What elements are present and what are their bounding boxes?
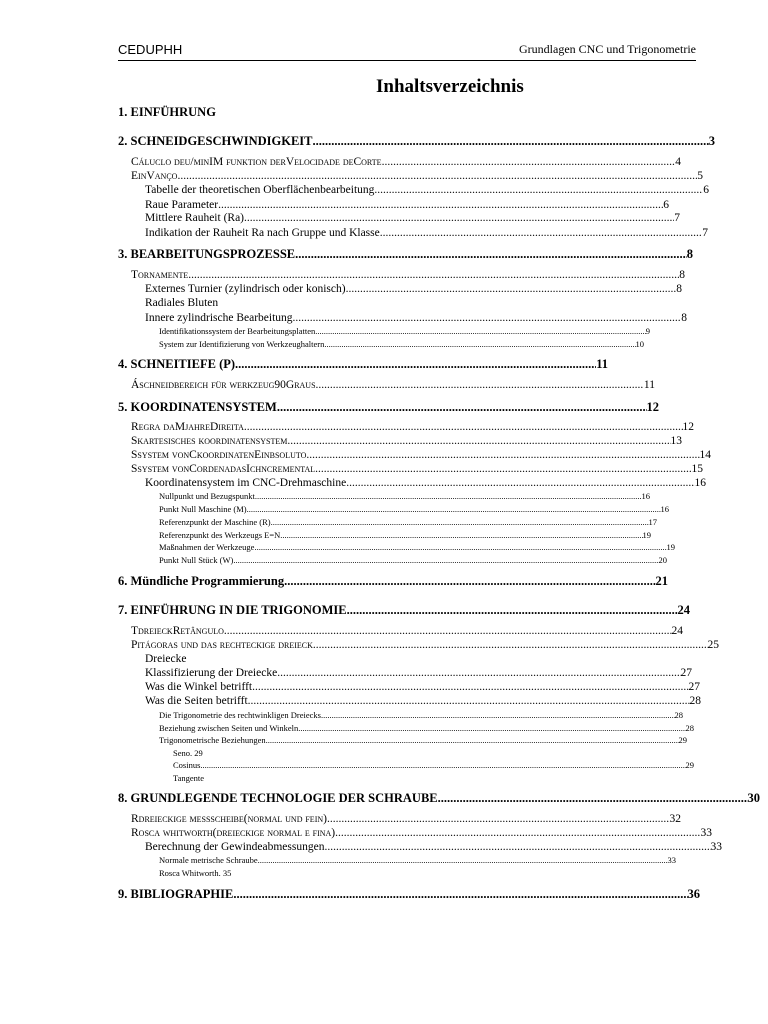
toc-entry	[145, 213, 680, 225]
toc-entry-text: Indikation der Rauheit Ra nach Gruppe und Klasse	[145, 227, 380, 239]
toc-page-number: 30	[747, 791, 760, 805]
toc-entry-text: Pitágoras und das rechteckige dreieck	[131, 639, 313, 651]
dot-leader	[438, 792, 748, 805]
toc-entry	[131, 157, 681, 169]
toc-page-number: 10	[635, 339, 644, 349]
toc-entry-text: Skartesisches koordinatensystem	[131, 435, 288, 447]
toc-heading	[118, 401, 659, 414]
toc-entry	[131, 626, 683, 638]
page-title: Inhaltsverzeichnis	[376, 76, 524, 97]
toc-entry	[159, 736, 687, 745]
dot-leader	[233, 888, 687, 901]
dot-leader	[244, 213, 674, 225]
toc-entry	[145, 228, 708, 240]
dot-leader	[284, 575, 655, 588]
dot-leader	[327, 814, 670, 826]
toc-entry-text: Berechnung der Gewindeabmessungen	[145, 841, 325, 853]
toc-entry-text: Was die Seiten betrifft	[145, 695, 248, 707]
dot-leader	[258, 856, 668, 865]
toc-entry	[145, 478, 706, 490]
dot-leader	[188, 270, 679, 282]
dot-leader	[382, 157, 676, 169]
toc-entry-text: 7. EINFÜHRUNG IN DIE TRIGONOMIE	[118, 603, 347, 617]
toc-page-number: 12	[646, 400, 659, 414]
toc-heading	[118, 792, 760, 805]
toc-page-number: 16	[641, 491, 650, 501]
toc-entry-text: System zur Identifizierung von Werkzeughaltern	[159, 339, 325, 349]
toc-page-number: 29	[678, 735, 687, 745]
toc-page-number: 5	[697, 170, 703, 182]
toc-entry	[173, 761, 694, 770]
toc-entry-text: Trigonometrische Beziehungen	[159, 735, 266, 745]
toc-page-number: 11	[643, 379, 655, 391]
toc-entry-text: 8. GRUNDLEGENDE TECHNOLOGIE DER SCHRAUBE	[118, 791, 438, 805]
toc-page-number: 12	[682, 421, 694, 433]
toc-entry: Rosca Whitworth. 35	[159, 868, 232, 878]
toc-entry-text: Referenzpunkt des Werkzeugs E=N	[159, 530, 281, 540]
toc-page-number: 33	[710, 841, 722, 853]
dot-leader	[235, 358, 596, 371]
dot-leader	[321, 711, 675, 720]
toc-entry	[145, 696, 701, 708]
header-left: CEDUPHH	[118, 42, 183, 57]
toc-entry	[131, 171, 703, 183]
dot-leader	[200, 761, 685, 770]
toc-entry	[131, 464, 703, 476]
dot-leader	[298, 724, 685, 733]
toc-page-number: 3	[708, 134, 715, 148]
toc-entry-text: Punkt Null Stück (W)	[159, 555, 234, 565]
toc-entry-text: EinVanço	[131, 170, 178, 182]
dot-leader	[287, 436, 670, 448]
toc-entry-text: Normale metrische Schraube	[159, 855, 258, 865]
toc-heading: 1. EINFÜHRUNG	[118, 105, 216, 119]
toc-page-number: 6	[663, 199, 669, 211]
toc-heading	[118, 604, 690, 617]
dot-leader	[306, 450, 699, 462]
toc-entry-text: Raue Parameter	[145, 199, 219, 211]
toc-entry-text: 2. SCHNEIDGESCHWINDIGKEIT	[118, 134, 313, 148]
dot-leader	[218, 200, 663, 212]
toc-entry: Dreiecke	[145, 653, 187, 665]
toc-page-number: 20	[658, 555, 667, 565]
toc-page-number: 8	[686, 247, 693, 261]
toc-page-number: 7	[674, 212, 680, 224]
toc-entry-text: Ssystem vonCkoordinatenEinbsoluto	[131, 449, 307, 461]
toc-page-number: 14	[699, 449, 711, 461]
toc-heading	[118, 575, 668, 588]
toc-page-number: 11	[596, 357, 608, 371]
toc-entry	[159, 531, 651, 540]
toc-page-number: 19	[666, 542, 675, 552]
toc-page-number: 28	[689, 695, 701, 707]
toc-page-number: 25	[707, 639, 719, 651]
toc-entry	[159, 856, 676, 865]
toc-entry-text: Rosca whitworth(dreieckige normal e fina)	[131, 827, 336, 839]
toc-entry	[159, 505, 669, 514]
toc-page-number: 16	[660, 504, 669, 514]
toc-page-number: 8	[679, 269, 685, 281]
toc-entry-text: Tornamente	[131, 269, 189, 281]
toc-page-number: 13	[670, 435, 682, 447]
toc-entry-text: 3. BEARBEITUNGSPROZESSE	[118, 247, 296, 261]
dot-leader	[316, 380, 644, 392]
toc-heading	[118, 248, 693, 261]
toc-entry-text: Punkt Null Maschine (M)	[159, 504, 247, 514]
dot-leader	[271, 518, 649, 527]
toc-entry	[159, 518, 657, 527]
toc-entry-text: Koordinatensystem im CNC-Drehmaschine	[145, 477, 347, 489]
dot-leader	[324, 340, 635, 349]
toc-entry	[131, 828, 712, 840]
toc-entry-text: Mittlere Rauheit (Ra)	[145, 212, 244, 224]
toc-entry	[145, 668, 692, 680]
toc-entry: Radiales Bluten	[145, 297, 219, 309]
toc-entry-text: Áschneidbereich für werkzeug90Graus	[131, 379, 316, 391]
toc-page-number: 9	[645, 326, 650, 336]
toc-page-number: 8	[676, 283, 682, 295]
dot-leader	[324, 842, 710, 854]
toc-page-number: 27	[688, 681, 700, 693]
toc-entry	[131, 640, 719, 652]
dot-leader	[277, 401, 647, 414]
toc-entry-text: Was die Winkel betrifft	[145, 681, 253, 693]
toc-page-number: 4	[675, 156, 681, 168]
dot-leader	[255, 492, 642, 501]
toc-entry-text: Cáluclo deu/minIM funktion derVelocidade deCorte	[131, 156, 382, 168]
dot-leader	[346, 478, 694, 490]
dot-leader	[244, 422, 683, 434]
toc-entry	[159, 556, 667, 565]
toc-entry	[159, 492, 650, 501]
toc-entry	[159, 327, 650, 336]
toc-entry	[131, 422, 694, 434]
toc-entry-text: Externes Turnier (zylindrisch oder konisch)	[145, 283, 346, 295]
toc-entry-text: Klassifizierung der Dreiecke	[145, 667, 278, 679]
toc-entry-text: Innere zylindrische Bearbeitung	[145, 312, 293, 324]
dot-leader	[346, 284, 677, 296]
toc-entry	[145, 284, 682, 296]
toc-entry-text: Rdreieckige messscheibe(normal und fein)	[131, 813, 327, 825]
toc-entry	[159, 543, 675, 552]
toc-entry	[131, 436, 682, 448]
toc-entry-text: TdreieckRetângulo	[131, 625, 224, 637]
toc-entry	[145, 185, 709, 197]
toc-entry-text: Regra daMjahreDireita	[131, 421, 244, 433]
toc-page-number: 6	[703, 184, 709, 196]
toc-entry	[131, 450, 711, 462]
dot-leader	[177, 171, 697, 183]
toc-page-number: 15	[691, 463, 703, 475]
toc-entry-text: Ssystem vonCordenadasIchncremental	[131, 463, 316, 475]
dot-leader	[252, 682, 688, 694]
dot-leader	[233, 556, 658, 565]
toc-heading	[118, 135, 715, 148]
toc-entry	[159, 711, 683, 720]
dot-leader	[313, 640, 708, 652]
toc-page-number: 19	[642, 530, 651, 540]
toc-heading	[118, 358, 608, 371]
toc-entry-text: Referenzpunkt der Maschine (R)	[159, 517, 271, 527]
toc-entry-text: Tabelle der theoretischen Oberflächenbearbeitung	[145, 184, 375, 196]
dot-leader	[277, 668, 680, 680]
dot-leader	[374, 185, 703, 197]
dot-leader	[224, 626, 672, 638]
toc-entry	[145, 200, 669, 212]
dot-leader	[380, 228, 703, 240]
dot-leader	[295, 248, 687, 261]
dot-leader	[335, 828, 700, 840]
toc-entry-text: 4. SCHNEITIEFE (P)	[118, 357, 236, 371]
dot-leader	[315, 464, 691, 476]
header-right: Grundlagen CNC und Trigonometrie	[519, 42, 696, 56]
dot-leader	[315, 327, 645, 336]
toc-page-number: 27	[680, 667, 692, 679]
toc-page-number: 8	[681, 312, 687, 324]
toc-entry	[131, 380, 655, 392]
toc-entry	[159, 724, 694, 733]
toc-page-number: 33	[667, 855, 676, 865]
toc-entry-text: 5. KOORDINATENSYSTEM	[118, 400, 277, 414]
toc-page-number: 28	[685, 723, 694, 733]
toc-entry-text: Die Trigonometrie des rechtwinkligen Dreiecks	[159, 710, 321, 720]
toc-page-number: 24	[671, 625, 683, 637]
dot-leader	[280, 531, 642, 540]
toc-entry: Tangente	[173, 773, 205, 783]
dot-leader	[347, 604, 678, 617]
toc-entry	[145, 682, 700, 694]
toc-page-number: 16	[694, 477, 706, 489]
toc-page-number: 32	[669, 813, 681, 825]
header-rule	[118, 60, 696, 61]
toc-entry	[145, 313, 687, 325]
dot-leader	[254, 543, 666, 552]
toc-entry	[145, 842, 722, 854]
toc-entry-text: Cosinus	[173, 760, 201, 770]
toc-page-number: 29	[685, 760, 694, 770]
toc-entry-text: Maßnahmen der Werkzeuge	[159, 542, 255, 552]
toc-entry-text: Nullpunkt und Bezugspunkt	[159, 491, 255, 501]
dot-leader	[313, 135, 709, 148]
toc-entry-text: 9. BIBLIOGRAPHIE	[118, 887, 234, 901]
toc-page-number: 36	[687, 887, 700, 901]
dot-leader	[247, 505, 661, 514]
toc-entry-text: Beziehung zwischen Seiten und Winkeln	[159, 723, 299, 733]
toc-page-number: 33	[700, 827, 712, 839]
dot-leader	[266, 736, 679, 745]
toc-page-number: 7	[702, 227, 708, 239]
toc-entry-text: Identifikationssystem der Bearbeitungsplatten	[159, 326, 316, 336]
toc-entry: Seno. 29	[173, 748, 203, 758]
toc-entry-text: 6. Mündliche Programmierung	[118, 574, 285, 588]
toc-page-number: 24	[677, 603, 690, 617]
dot-leader	[248, 696, 690, 708]
toc-entry	[131, 814, 681, 826]
toc-page-number: 28	[674, 710, 683, 720]
toc-heading	[118, 888, 700, 901]
toc-page-number: 21	[655, 574, 668, 588]
toc-entry	[131, 270, 685, 282]
toc-page-number: 17	[648, 517, 657, 527]
toc-entry	[159, 340, 644, 349]
dot-leader	[293, 313, 682, 325]
